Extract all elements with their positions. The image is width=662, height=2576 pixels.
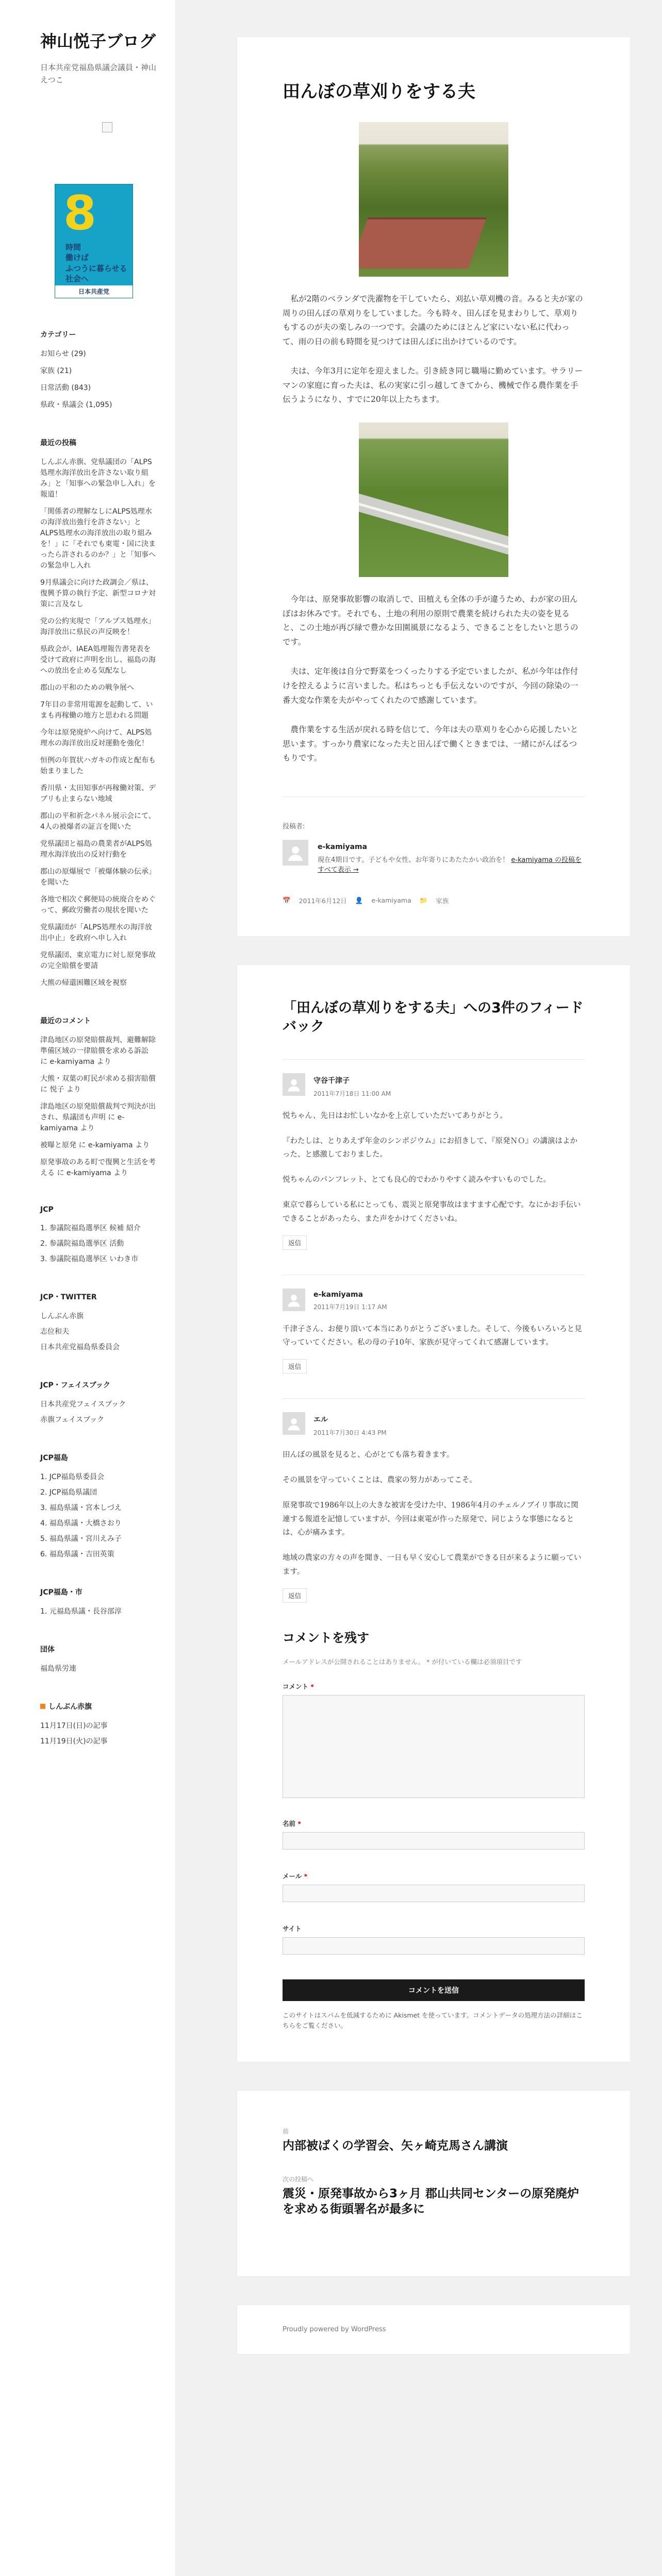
widget-title-jcp-facebook: JCP・フェイスブック [40, 1381, 110, 1389]
recent-comment-link[interactable]: 津島地区の原発賠償裁判で判決が出され、県議団も声明 に e-kamiyama より [40, 1103, 156, 1132]
previous-post-link[interactable]: 内部被ばくの学習会、矢ヶ崎克馬さん講演 [283, 2139, 508, 2153]
email-label: メール * [283, 1872, 308, 1880]
jcp-link[interactable]: 1. 参議院福島選挙区 候補 紹介 [40, 1224, 141, 1232]
recent-comment-link[interactable]: 津島地区の原発賠償裁判、避難解除準備区域の一律賠償を求める訴訟 に e-kamiyama より [40, 1036, 156, 1066]
site-description: 日本共産党福島県議会議員・神山えつこ [40, 63, 157, 84]
article-photo-2 [359, 422, 508, 577]
comment-text: 『わたしは、とりあえず年金のシンポジウム』にお招きして、『原発ＮＯ』の講演はよかった、と感激しておりました。 [283, 1137, 577, 1159]
recent-comment-link[interactable]: 被曝と原発 に e-kamiyama より [40, 1141, 150, 1149]
recent-post-link[interactable]: 香川県・太田知事が再稼働対策、デブリも止まらない地域 [40, 784, 156, 803]
facebook-link[interactable]: 日本共産党フェイスブック [40, 1400, 126, 1409]
author-posts-link[interactable]: e-kamiyama の投稿をすべて表示 → [318, 856, 582, 874]
comment-date[interactable]: 2011年7月19日 1:17 AM [313, 1303, 387, 1311]
article-paragraph: 夫は、定年後は自分で野菜をつくったりする予定でいましたが、私が今年は作付けを控えるように言いました。私はちっとも手伝えないのですが、今回の除染の一番大変な作業を夫がやってくれたので感謝しています。 [283, 667, 578, 705]
avatar [283, 840, 308, 866]
jcp-twitter-list [40, 1311, 157, 1353]
recent-post-link[interactable]: 党県議団と福島の農業者がALPS処理水海洋放出の反対行動を [40, 840, 152, 859]
reply-button[interactable]: 返信 [283, 1235, 307, 1250]
article-paragraph: 私が2階のベランダで洗濯物を干していたら、刈払い草刈機の音。みると夫が家の周りの田んぼの草刈りをしていました。今も時々、田んぼを見まわりして、草刈りもするのが夫の楽しみの一つです。会議のためにほとんど家にいない私に代わって、雨の日の前も時間を見つけては田んぼに出かけているのです。 [283, 294, 583, 346]
widget-title-rss: しんぶん赤旗 [40, 1701, 157, 1711]
rss-link[interactable]: 11月19日(火)の記事 [40, 1737, 108, 1745]
comment-notes: メールアドレスが公開されることはありません。 * が付いている欄は必須項目です [283, 1657, 522, 1666]
recent-post-link[interactable]: 党の公約実現で「アルプス処理水」海洋放出に県民の声反映を！ [40, 617, 155, 636]
avatar [283, 1073, 305, 1096]
twitter-link[interactable]: 日本共産党福島県委員会 [40, 1343, 120, 1351]
site-input[interactable] [283, 1937, 585, 1955]
folder-icon: 📁 [419, 896, 428, 904]
banner-footer: 日本共産党 [55, 285, 133, 298]
recent-post-link[interactable]: 郡山の平和のための戦争展へ [40, 684, 134, 692]
fukushima-link[interactable]: 3. 福島県議・宮本しづえ [40, 1504, 122, 1512]
widget-title-jcp-twitter: JCP・TWITTER [40, 1293, 97, 1301]
comment-date[interactable]: 2011年7月18日 11:00 AM [313, 1090, 391, 1097]
article-title: 田んぼの草刈りをする夫 [283, 81, 475, 102]
twitter-link[interactable]: しんぶん赤旗 [40, 1312, 84, 1320]
post-meta [283, 896, 585, 905]
author-name: e-kamiyama [318, 842, 368, 851]
recent-post-link[interactable]: 恒例の年賀状ハガキの作成と配布も始まりました [40, 756, 156, 775]
article-paragraph: 夫は、今年3月に定年を迎えました。引き続き同じ職場に勤めています。サラリーマンの家庭に育った夫は、私の実家に引っ越してきてから、機械で作る農作業を手伝うようになり、すでに20年以上たちます。 [283, 366, 583, 404]
article-photo-1 [359, 122, 508, 277]
widget-title-jcp-fukushima: JCP福島 [40, 1454, 68, 1462]
recent-post-link[interactable]: 党県議団、東京電力に対し原発事故の完全賠償を要請 [40, 951, 156, 970]
comment-text: その風景を守っていくことは、農家の努力があってこそ。 [283, 1476, 477, 1485]
calendar-icon: 📅 [283, 896, 291, 904]
jcp-fukushima-list [40, 1472, 157, 1560]
site-title[interactable]: 神山悦子ブログ [40, 31, 156, 51]
avatar [283, 1289, 305, 1311]
comment-text: 悦ちゃん、先日はお忙しいなかを上京していただいてありがとう。 [283, 1111, 507, 1120]
site-label: サイト [283, 1924, 302, 1933]
fukushima-link[interactable]: 1. JCP福島県委員会 [40, 1473, 105, 1481]
comment-author: 守谷千津子 [313, 1076, 350, 1085]
author-bio: 現在4期目です。子どもや女性、お年寄りにあたたかい政治を！ e-kamiyama の投稿をすべて表示 → [318, 856, 582, 874]
twitter-link[interactable]: 志位和夫 [40, 1328, 69, 1336]
main-content [237, 37, 630, 2383]
recent-post-link[interactable]: 各地で相次ぐ郵便局の統廃合をめぐって、郵政労働者の現状を聞いた [40, 895, 156, 914]
comment-author: エル [313, 1416, 328, 1425]
recent-post-link[interactable]: 大熊の帰還困難区域を視察 [40, 979, 127, 987]
recent-post-link[interactable]: 今年は原発廃炉へ向けて、ALPS処理水の海洋放出反対運動を強化！ [40, 728, 152, 748]
next-post-link[interactable]: 震災・原発事故から3ヶ月 郡山共同センターの原発廃炉を求める街頭署名が最多に [283, 2187, 580, 2216]
comment-date[interactable]: 2011年7月30日 4:43 PM [313, 1429, 387, 1437]
recent-comment-link[interactable]: 大熊・双葉の町民が求める損害賠償 に 悦子 より [40, 1075, 156, 1094]
next-post-label: 次の投稿へ [283, 2175, 314, 2183]
comment [283, 1398, 585, 1603]
category-item[interactable]: 県政・県議会 (1,095) [40, 401, 112, 409]
article-card [237, 37, 630, 936]
recent-post-link[interactable]: 党県議団が「ALPS処理水の海洋放出中止」を政府へ申し入れ [40, 923, 152, 942]
recent-comments-list [40, 1035, 157, 1179]
name-input[interactable] [283, 1832, 585, 1850]
comment [283, 1275, 585, 1374]
rss-icon [40, 1704, 45, 1709]
rss-list [40, 1721, 157, 1747]
comment-text: 千津子さん、お便り頂いて本当にありがとうございました。そして、今後もいろいろと見守っていてください。私の母の子10年、家族が見守ってくれて感謝しています。 [283, 1325, 582, 1347]
comment-text: 地域の農家の方々の声を聞き、一日も早く安心して農業ができる日が来るように願っています。 [283, 1554, 582, 1577]
comment-text: 原発事故で1986年以上の大きな被害を受けた中、1986年4月のチェルノブイリ事故に関連する報道を記憶していますが、今回は東電が作った原発で、同じような事態になるとは、心が痛みます。 [283, 1501, 578, 1537]
category-item[interactable]: 家族 (21) [40, 367, 72, 375]
comments-card [237, 965, 630, 2062]
user-icon: 👤 [355, 896, 363, 904]
recent-post-link[interactable]: 郡山の平和祈念パネル展示会にて、4人の被爆者の証言を聞いた [40, 812, 156, 831]
comment-textarea[interactable] [283, 1695, 585, 1798]
widget-title-categories: カテゴリー [40, 331, 76, 339]
fukushima-city-link[interactable]: 1. 元福島県議・長谷部淳 [40, 1607, 122, 1616]
reply-button[interactable]: 返信 [283, 1588, 307, 1603]
article-paragraph: 農作業をする生活が戻れる時を信じて、今年は夫の草刈りを心から応援したいと思います。すっかり農家になった夫と田んぼで働くときまでは、一緒にがんばるつもりです。 [283, 725, 578, 763]
links-list [40, 1664, 157, 1674]
category-list [40, 349, 157, 411]
email-input[interactable] [283, 1885, 585, 1902]
post-author[interactable]: e-kamiyama [371, 896, 411, 905]
fukushima-link[interactable]: 5. 福島県議・宮川えみ子 [40, 1535, 122, 1543]
comment-text: 田んぼの風景を見ると、心がとても落ち着きます。 [283, 1451, 454, 1460]
submit-comment-button[interactable]: コメントを送信 [283, 1979, 585, 2001]
fukushima-link[interactable]: 4. 福島県議・大橋さおり [40, 1519, 122, 1528]
recent-post-link[interactable]: 7年目の非常用電源を起動して、いまも再稼働の地方と思われる問題 [40, 701, 153, 720]
sidebar [0, 0, 175, 2576]
post-date[interactable]: 2011年6月12日 [299, 896, 347, 905]
user-icon [286, 1292, 302, 1308]
user-icon [286, 1416, 302, 1431]
comment [283, 1059, 585, 1250]
widget-title-recent-comments: 最近のコメント [40, 1017, 91, 1025]
banner-text: 時間 働けば ふつうに暮らせる 社会へ [65, 243, 127, 283]
facebook-link[interactable]: 赤旗フェイスブック [40, 1416, 105, 1424]
recent-post-link[interactable]: 県政会が、IAEA処理報告書発表を受けて政府に声明を出し、福島の海への放出を止める気配なし [40, 645, 156, 675]
org-link[interactable]: 福島県労連 [40, 1665, 76, 1673]
widget-title-links: 団体 [40, 1646, 55, 1654]
jcp-link[interactable]: 3. 参議院福島選挙区 いわき市 [40, 1255, 139, 1263]
recent-post-link[interactable]: しんぶん赤旗、党県議団の「ALPS処理水海洋放出を許さない取り組み」と「知事への緊急申し入れ」を報道！ [40, 458, 156, 499]
author-label: 投稿者: [283, 822, 305, 831]
post-category[interactable]: 家族 [436, 896, 449, 905]
jcp-fukushima-city-list [40, 1606, 157, 1617]
jcp-link[interactable]: 2. 参議院福島選挙区 活動 [40, 1240, 124, 1248]
jcp-facebook-list [40, 1399, 157, 1426]
broken-image-icon [102, 122, 112, 132]
article-paragraph: 今年は、原発事故影響の取消しで、田植えも全体の手が違うため、わが家の田んぼはお休みです。それでも、土地の利用の原則で農業を続けられた夫の姿を見ると、この土地が再び緑で豊かな田園風景になるよう、できることをしたいと思うのです。 [283, 595, 578, 647]
campaign-banner[interactable] [55, 184, 133, 298]
name-label: 名前 * [283, 1819, 301, 1827]
comment-label: コメント * [283, 1682, 314, 1690]
banner-number: 8 [63, 185, 97, 241]
widget-title-jcp-fukushima-city: JCP福島・市 [40, 1588, 82, 1597]
comment-author: e-kamiyama [313, 1290, 363, 1299]
respond-title: コメントを残す [283, 1630, 369, 1645]
comment-text: 悦ちゃんのパンフレット、とても良心的でわかりやすく読みやすいものでした。 [283, 1176, 551, 1184]
recent-posts-list [40, 457, 157, 989]
recent-comment-link[interactable]: 原発事故のある町で復興と生活を考える に e-kamiyama より [40, 1158, 156, 1177]
site-footer [237, 2305, 630, 2354]
footer-credit[interactable]: Proudly powered by WordPress [283, 2325, 386, 2333]
comment-text: 東京で暮らしている私にとっても、震災と原発事故はますます心配です。なにかお手伝いできることがあったら、また声をかけてくださいね。 [283, 1200, 581, 1223]
category-item[interactable]: お知らせ (29) [40, 350, 86, 358]
user-icon [286, 1077, 302, 1092]
fukushima-link[interactable]: 6. 福島県議・吉田英策 [40, 1550, 114, 1558]
comments-title: 「田んぼの草刈りをする夫」への3件のフィードバック [283, 999, 584, 1035]
jcp-list [40, 1223, 157, 1265]
recent-post-link[interactable]: 9月県議会に向けた政調会／県は、復興予算の執行予定、新型コロナ対策に言及なし [40, 579, 156, 608]
widget-title-jcp: JCP [40, 1206, 54, 1214]
rss-link[interactable]: 11月17日(日)の記事 [40, 1722, 108, 1730]
category-item[interactable]: 日常活動 (843) [40, 384, 91, 392]
akismet-note: このサイトはスパムを低減するために Akismet を使っています。コメントデータの処理方法の詳細はこちらをご覧ください。 [283, 2011, 583, 2029]
avatar [283, 1412, 305, 1435]
recent-post-link[interactable]: 郡山の原爆展で「被爆体験の伝承」を聞いた [40, 868, 156, 887]
fukushima-link[interactable]: 2. JCP福島県議団 [40, 1488, 97, 1497]
author-box [283, 796, 585, 875]
recent-post-link[interactable]: 「関係者の理解なしにALPS処理水の海洋放出強行を許さない」とALPS処理水の海洋放出の取り組みを！」に「それでも東電・国に決まったら許されるのか？」と「知事への緊急申し入れ [40, 507, 156, 570]
reply-button[interactable]: 返信 [283, 1359, 307, 1374]
previous-post-label: 前 [283, 2127, 289, 2135]
post-navigation [237, 2091, 630, 2276]
widget-title-recent-posts: 最近の投稿 [40, 439, 76, 447]
user-icon [286, 843, 305, 862]
